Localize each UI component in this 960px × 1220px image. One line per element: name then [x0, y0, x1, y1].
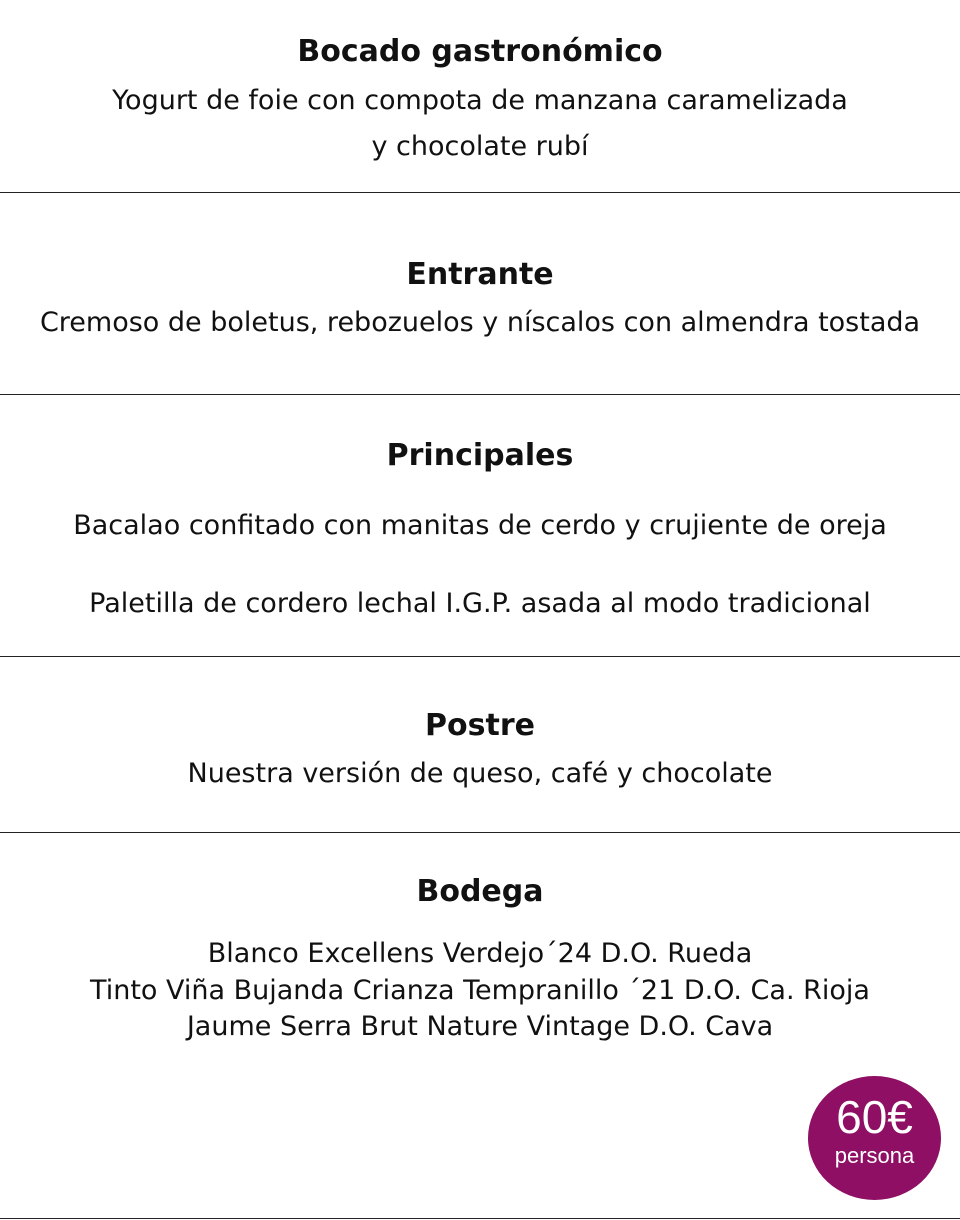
section-title-bocado: Bocado gastronómico — [297, 34, 663, 69]
dish-line: Cremoso de boletus, rebozuelos y níscalos con almendra tostada — [39, 307, 921, 338]
section-title-entrante: Entrante — [406, 257, 554, 292]
price-unit: persona — [834, 1143, 915, 1168]
section-title-principales: Principales — [386, 438, 574, 473]
section-divider — [0, 832, 960, 833]
section-divider — [0, 394, 960, 395]
price-value: 60€ — [836, 1091, 913, 1143]
section-divider — [0, 656, 960, 657]
dish-line: Yogurt de foie con compota de manzana caramelizada — [112, 85, 848, 116]
section-title-bodega: Bodega — [416, 874, 544, 909]
wine-line: Tinto Viña Bujanda Crianza Tempranillo ´21 D.O. Ca. Rioja — [90, 975, 870, 1006]
wine-line: Jaume Serra Brut Nature Vintage D.O. Cava — [186, 1011, 774, 1042]
section-title-postre: Postre — [425, 708, 535, 743]
dish-line: Nuestra versión de queso, café y chocolate — [187, 758, 773, 789]
bottom-divider — [0, 1218, 960, 1219]
price-badge — [808, 1076, 941, 1200]
dish-line: Paletilla de cordero lechal I.G.P. asada al modo tradicional — [89, 588, 871, 619]
wine-line: Blanco Excellens Verdejo´24 D.O. Rueda — [207, 938, 753, 969]
dish-line: Bacalao confitado con manitas de cerdo y crujiente de oreja — [73, 510, 887, 541]
dish-line: y chocolate rubí — [371, 131, 589, 162]
section-divider — [0, 192, 960, 193]
